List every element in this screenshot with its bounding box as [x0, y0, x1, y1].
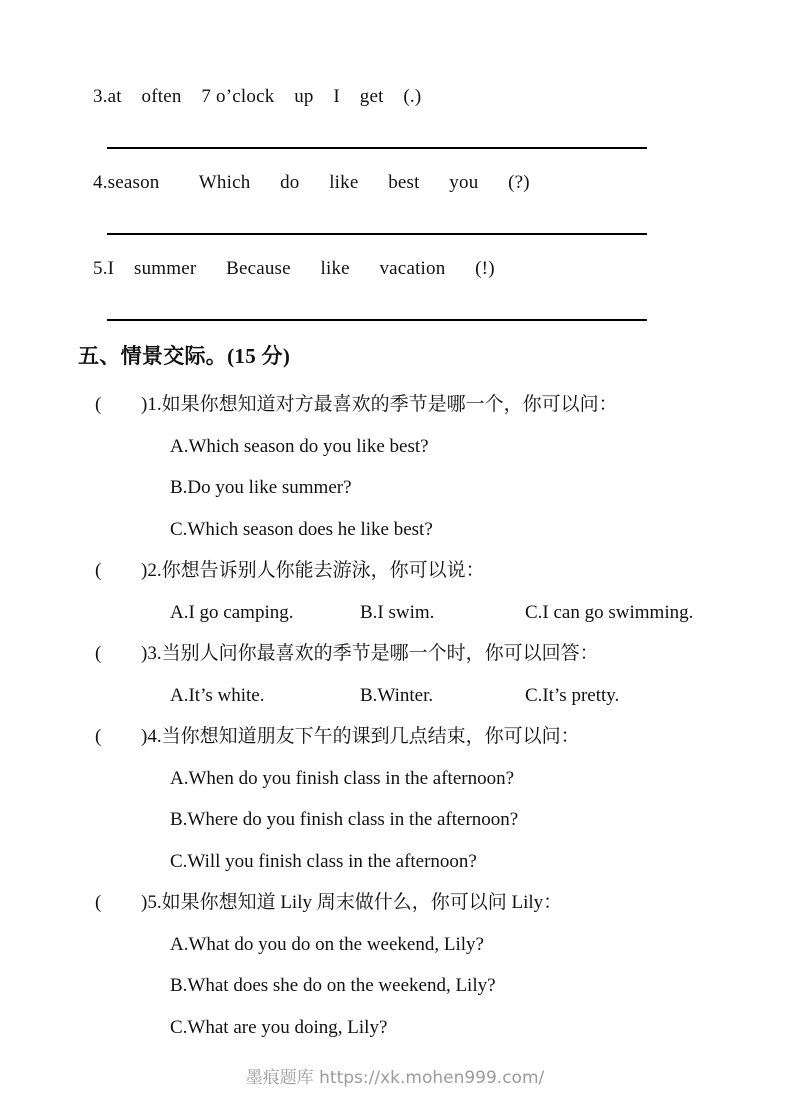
- question-3-option-a: A.It’s white.: [170, 684, 265, 706]
- word-ordering-item-4: 4.season Which do like best you (?): [93, 172, 530, 193]
- question-5-option-c: C.What are you doing, Lily?: [170, 1016, 388, 1038]
- mcq-question-1: [0, 384, 790, 550]
- question-4-option-b: B.Where do you finish class in the afternoon?: [170, 809, 519, 830]
- answer-blank-line-5: [107, 319, 647, 321]
- question-3-text: )3.当别人问你最喜欢的季节是哪一个时，你可以回答：: [141, 643, 599, 664]
- question-5-option-b: B.What does she do on the weekend, Lily?: [170, 975, 496, 996]
- question-4-option-a: A.When do you finish class in the afternoon?: [170, 767, 515, 789]
- question-1-option-c: C.Which season does he like best?: [170, 518, 433, 540]
- question-3-option-b: B.Winter.: [360, 684, 434, 706]
- question-5-prompt: [95, 882, 790, 924]
- question-4-text: )4.当你想知道朋友下午的课到几点结束，你可以问：: [141, 726, 580, 747]
- mcq-question-3: [0, 633, 790, 716]
- question-2-option-a: A.I go camping.: [170, 601, 294, 623]
- question-1-text: )1.如果你想知道对方最喜欢的季节是哪一个，你可以问：: [141, 394, 618, 415]
- answer-bracket: (: [95, 643, 102, 664]
- question-2-prompt: [95, 550, 790, 592]
- answer-bracket: (: [95, 560, 102, 581]
- question-4-option-c: C.Will you finish class in the afternoon?: [170, 850, 477, 872]
- mcq-question-4: [0, 716, 790, 882]
- question-1-prompt: [95, 384, 790, 426]
- question-3-options-row: [170, 675, 790, 717]
- answer-bracket: (: [95, 394, 102, 415]
- answer-bracket: (: [95, 726, 102, 747]
- question-5-option-a: A.What do you do on the weekend, Lily?: [170, 933, 484, 955]
- question-2-option-b: B.I swim.: [360, 601, 435, 623]
- question-3-option-c: C.It’s pretty.: [525, 684, 620, 706]
- watermark-footer: 墨痕题库 https://xk.mohen999.com/: [245, 1068, 545, 1088]
- word-ordering-item-5: 5.I summer Because like vacation (!): [93, 258, 495, 279]
- question-2-text: )2.你想告诉别人你能去游泳，你可以说：: [141, 560, 485, 581]
- question-3-prompt: [95, 633, 790, 675]
- section-five-heading: 五、情景交际。(15 分): [78, 344, 291, 368]
- question-4-prompt: [95, 716, 790, 758]
- question-1-option-a: A.Which season do you like best?: [170, 435, 429, 457]
- mcq-question-5: [0, 882, 790, 1048]
- mcq-question-2: [0, 550, 790, 633]
- answer-blank-line-3: [107, 147, 647, 149]
- question-2-options-row: [170, 592, 790, 634]
- answer-bracket: (: [95, 892, 102, 913]
- answer-blank-line-4: [107, 233, 647, 235]
- question-5-text: )5.如果你想知道 Lily 周末做什么，你可以问 Lily：: [141, 892, 563, 913]
- question-1-option-b: B.Do you like summer?: [170, 477, 352, 498]
- question-2-option-c: C.I can go swimming.: [525, 601, 694, 623]
- word-ordering-item-3: 3.at often 7 o’clock up I get (.): [93, 86, 422, 107]
- word-ordering-section: [0, 84, 790, 321]
